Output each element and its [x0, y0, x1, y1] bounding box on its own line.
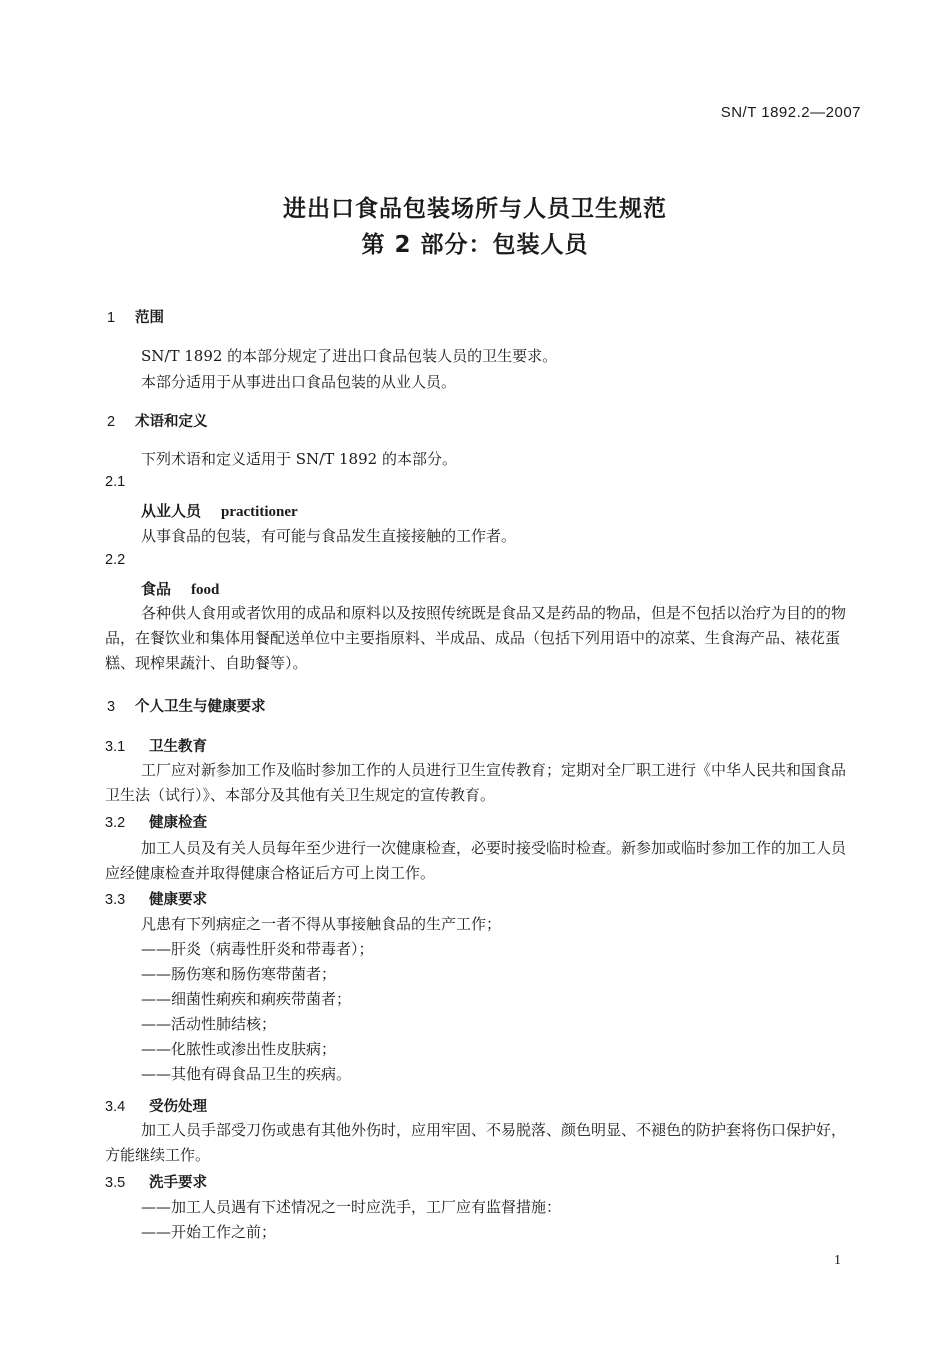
clause-3-5-heading: [105, 1171, 207, 1192]
document-title: 进出口食品包装场所与人员卫生规范: [283, 196, 667, 222]
section-number: 3: [107, 699, 116, 715]
clause-3-4-heading: [105, 1095, 207, 1116]
paragraph: 本部分适用于从事进出口食品包装的从业人员。: [141, 373, 457, 391]
clause-3-1-heading: [105, 735, 207, 756]
term-entry: [141, 500, 298, 521]
clause-3-2-heading: [105, 811, 207, 832]
clause-title: 健康要求: [149, 892, 207, 908]
clause-number: 2.1: [105, 474, 126, 490]
clause-number: 3.2: [105, 815, 126, 831]
term-english: food: [191, 582, 220, 598]
term-entry: [141, 578, 219, 599]
section-title: 范围: [135, 310, 164, 326]
list-item: ——活动性肺结核；: [141, 1015, 277, 1033]
term-english: practitioner: [221, 504, 298, 520]
list-item: ——加工人员遇有下述情况之一时应洗手，工厂应有监督措施：: [141, 1198, 562, 1216]
clause-number: 3.4: [105, 1099, 126, 1115]
section-title: 术语和定义: [135, 414, 208, 430]
term-chinese: 食品: [141, 580, 172, 598]
section-1-heading: [107, 306, 164, 327]
clause-title: 受伤处理: [149, 1099, 207, 1115]
list-item: ——其他有碍食品卫生的疾病。: [141, 1065, 352, 1083]
paragraph: 下列术语和定义适用于 SN/T 1892 的本部分。: [141, 450, 457, 468]
list-item: ——肝炎（病毒性肝炎和带毒者）；: [141, 940, 374, 958]
term-chinese: 从业人员: [141, 502, 202, 520]
section-number: 1: [107, 310, 116, 326]
term-definition: 从事食品的包装，有可能与食品发生直接接触的工作者。: [141, 527, 517, 545]
document-subtitle: 第 2 部分：包装人员: [361, 232, 589, 258]
list-item: ——化脓性或渗出性皮肤病；: [141, 1040, 337, 1058]
clause-title: 卫生教育: [149, 739, 207, 755]
clause-number: 3.3: [105, 892, 126, 908]
paragraph: 加工人员手部受刀伤或患有其他外伤时，应用牢固、不易脱落、颜色明显、不褪色的防护套将伤口保护好，方能继续工作。: [105, 1121, 847, 1164]
list-item: ——开始工作之前；: [141, 1223, 277, 1241]
term-definition: 各种供人食用或者饮用的成品和原料以及按照传统既是食品又是药品的物品，但是不包括以治疗为目的的物品，在餐饮业和集体用餐配送单位中主要指原料、半成品、成品（包括下列用语中的凉菜、生食海产品、裱花蛋糕、现榨果蔬汁、自助餐等）。: [105, 604, 847, 672]
paragraph: 工厂应对新参加工作及临时参加工作的人员进行卫生宣传教育；定期对全厂职工进行《中华人民共和国食品卫生法（试行）》、本部分及其他有关卫生规定的宣传教育。: [105, 761, 847, 804]
section-number: 2: [107, 414, 116, 430]
list-item: ——细菌性痢疾和痢疾带菌者；: [141, 990, 352, 1008]
section-2-heading: [107, 410, 208, 431]
clause-3-3-heading: [105, 888, 207, 909]
section-title: 个人卫生与健康要求: [135, 699, 266, 715]
paragraph: 加工人员及有关人员每年至少进行一次健康检查，必要时接受临时检查。新参加或临时参加工作的加工人员应经健康检查并取得健康合格证后方可上岗工作。: [105, 839, 847, 882]
clause-number: 3.1: [105, 739, 126, 755]
clause-number: 3.5: [105, 1175, 126, 1191]
standard-number: SN/T 1892.2—2007: [720, 104, 861, 121]
clause-number: 2.2: [105, 552, 126, 568]
clause-title: 健康检查: [149, 815, 207, 831]
list-item: ——肠伤寒和肠伤寒带菌者；: [141, 965, 337, 983]
paragraph: SN/T 1892 的本部分规定了进出口食品包装人员的卫生要求。: [141, 347, 558, 365]
paragraph: 凡患有下列病症之一者不得从事接触食品的生产工作；: [141, 915, 502, 933]
page-number: 1: [834, 1253, 841, 1268]
section-3-heading: [107, 695, 266, 716]
clause-title: 洗手要求: [149, 1175, 207, 1191]
